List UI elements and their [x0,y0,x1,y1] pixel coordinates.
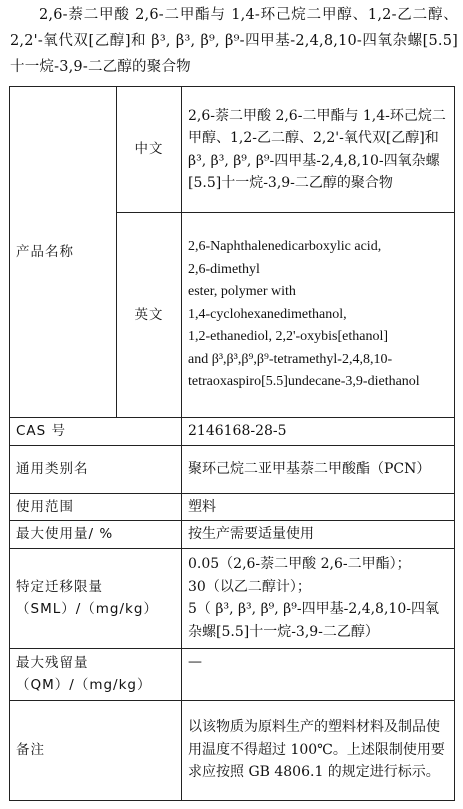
cas-value: 2146168-28-5 [182,418,455,446]
sml-label: 特定迁移限量 （SML）/（mg/kg） [10,548,182,648]
qm-value: — [182,648,455,700]
table-row-max-use [10,521,455,549]
category-value: 聚环己烷二亚甲基萘二甲酸酯（PCN） [182,445,455,493]
english-label: 英文 [117,213,182,418]
sml-value: 0.05（2,6-萘二甲酸 2,6-二甲酯）； 30（以乙二醇计）； 5（ β³, β³, β⁹, β⁹-四甲基-2,4,8,10-四氧杂螺[5.5]十一烷-3,9-二乙醇） [182,548,455,648]
scope-label: 使用范围 [10,493,182,521]
table-row-qm [10,648,455,700]
remarks-value: 以该物质为原料生产的塑料材料及制品使用温度不得超过 100℃。上述限制使用要求应按照 GB 4806.1 的规定进行标示。 [182,700,455,800]
chinese-name-value: 2,6-萘二甲酸 2,6-二甲酯与 1,4-环己烷二甲醇、1,2-乙二醇、2,2'-氧代双[乙醇]和 β³, β³, β⁹, β⁹-四甲基-2,4,8,10-四氧杂螺[5.5]十一烷-3,9-二乙醇的聚合物 [182,87,455,213]
table-row-category [10,445,455,493]
table-row-cas [10,418,455,446]
product-name-label: 产品名称 [10,87,117,418]
qm-label: 最大残留量 （QM）/（mg/kg） [10,648,182,700]
document-title: 2,6-萘二甲酸 2,6-二甲酯与 1,4-环己烷二甲醇、1,2-乙二醇、2,2'-氧代双[乙醇]和 β³, β³, β⁹, β⁹-四甲基-2,4,8,10-四氧杂螺[5.5]十一烷-3,9-二乙醇的聚合物 [10,7,458,75]
scope-value: 塑料 [182,493,455,521]
category-label: 通用类别名 [10,445,182,493]
table-row-scope [10,493,455,521]
table-row-product-name-cn [10,87,455,213]
english-name-value: 2,6-Naphthalenedicarboxylic acid, 2,6-dimethyl ester, polymer with 1,4-cyclohexanedimethanol, 1,2-ethanediol, 2,2'-oxybis[ethanol] and β³,β³,β⁹,β⁹-tetramethyl-2,4,8,10- tetraoxaspiro[5.5]undecane-3,9-diethanol [182,213,455,418]
cas-label: CAS 号 [10,418,182,446]
substance-spec-table [9,86,455,801]
remarks-label: 备注 [10,700,182,800]
table-row-remarks [10,700,455,800]
table-row-sml [10,548,455,648]
max-use-label: 最大使用量/ % [10,521,182,549]
max-use-value: 按生产需要适量使用 [182,521,455,549]
chinese-label: 中文 [117,87,182,213]
